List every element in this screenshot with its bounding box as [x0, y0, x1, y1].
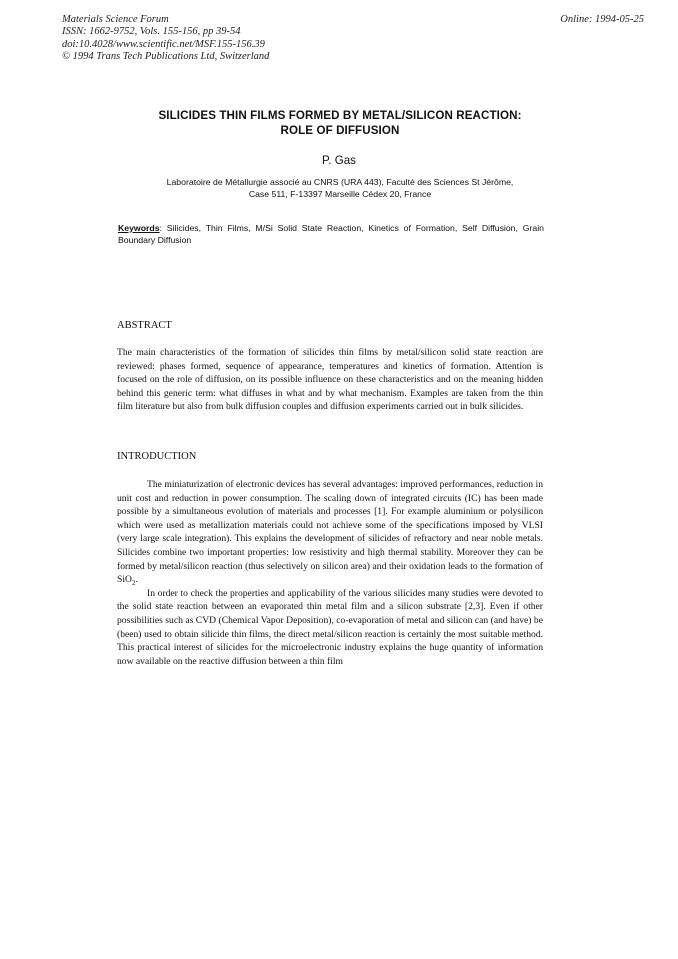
doi-link[interactable]: doi:10.4028/www.scientific.net/MSF.155-156.39 — [62, 38, 265, 50]
affiliation-line-2: Case 511, F-13397 Marseille Cédex 20, France — [248, 189, 432, 199]
affiliation — [80, 176, 600, 200]
issn-line: ISSN: 1662-9752, Vols. 155-156, pp 39-54 — [62, 26, 241, 38]
online-date: Online: 1994-05-25 — [560, 14, 644, 25]
abstract-heading: ABSTRACT — [117, 320, 172, 331]
affiliation-line-1: Laboratoire de Métallurgie associé au CNRS (URA 443), Faculté des Sciences St Jérôme, — [166, 177, 514, 187]
keywords-text: : Silicides, Thin Films, M/Si Solid State Reaction, Kinetics of Formation, Self Diffusion, Grain Boundary Diffusion — [118, 223, 544, 245]
journal-name: Materials Science Forum — [62, 14, 169, 25]
journal-header — [62, 14, 269, 64]
intro-paragraph-1 — [117, 478, 543, 587]
intro-paragraph-1-text: The miniaturization of electronic devices has several advantages: improved performances, reduction in unit cost and reduction in power consumption. The scaling down of integrated circuits (IC) has been made possible by a simultaneous evolution of materials and processes [1]. For example aluminium or polysilicon which were used as metallization materials could not achieve some of the specifications imposed by VLSI (very large scale integration). This explains the development of silicides of refractory and near noble metals. Silicides combine two important properties: low resistivity and high thermal stability. Moreover they can be formed by metal/silicon reaction (thus selectively on silicon area) and their oxidation leads to the formation of SiO — [117, 479, 543, 586]
copyright-line: © 1994 Trans Tech Publications Ltd, Switzerland — [62, 51, 270, 63]
author-name: P. Gas — [322, 154, 356, 167]
title-line-1: SILICIDES THIN FILMS FORMED BY METAL/SILICON REACTION: — [158, 109, 522, 122]
keywords-label: Keywords — [118, 223, 160, 233]
intro-paragraph-1-end: . — [135, 574, 138, 586]
introduction-body — [117, 478, 543, 668]
sio2-subscript: 2 — [131, 579, 136, 588]
keywords-block — [118, 222, 544, 246]
abstract-text: The main characteristics of the formation of silicides thin films by metal/silicon solid state reaction are reviewed: phases formed, sequence of appearance, temperatures and kinetics of formation. Attention is focused on the role of diffusion, on its possible influence on these characteristics and on the meaning hidden behind this generic term: what diffuses in what and by what mechanism. Examples are taken from the thin film literature but also from bulk diffusion couples and diffusion experiments carried out in bulk silicides. — [117, 347, 543, 413]
paper-title — [80, 108, 600, 138]
title-line-2: ROLE OF DIFFUSION — [280, 124, 400, 137]
introduction-heading: INTRODUCTION — [117, 451, 197, 462]
intro-paragraph-2: In order to check the properties and applicability of the various silicides many studies were devoted to the solid state reaction between an evaporated thin metal film and a silicon substrate [2,3]. Even if other possibilities such as CVD (Chemical Vapor Deposition), co-evaporation of metal and silicon can (and have) be (been) used to obtain silicide thin films, the direct metal/silicon reaction is certainly the most suitable method. This practical interest of silicides for the microelectronic industry explains the huge quantity of information now available on the reactive diffusion between a thin film — [117, 587, 543, 667]
